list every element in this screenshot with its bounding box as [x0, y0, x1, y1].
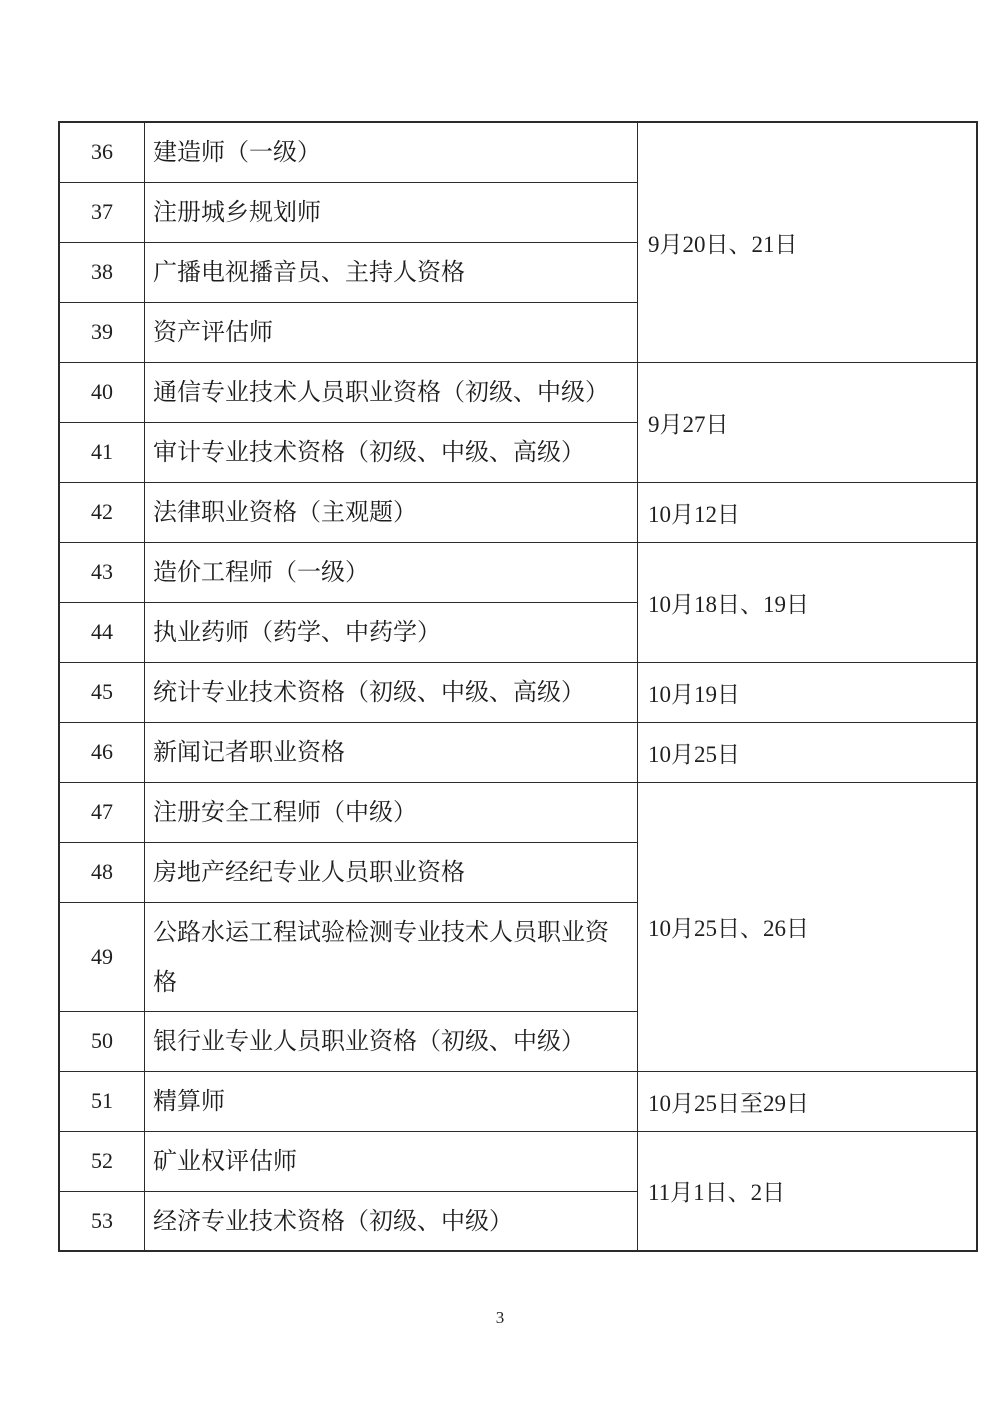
- exam-date-cell: 9月20日、21日: [638, 122, 978, 362]
- table-row: [59, 722, 977, 782]
- exam-number-cell: 51: [59, 1071, 145, 1131]
- exam-number-cell: 40: [59, 362, 145, 422]
- exam-number-cell: 42: [59, 482, 145, 542]
- exam-name-cell: 造价工程师（一级）: [145, 542, 638, 602]
- exam-name-cell: 广播电视播音员、主持人资格: [145, 242, 638, 302]
- exam-number-cell: 41: [59, 422, 145, 482]
- exam-number-cell: 48: [59, 842, 145, 902]
- exam-number-cell: 39: [59, 302, 145, 362]
- table-row: [59, 662, 977, 722]
- exam-name-cell: 建造师（一级）: [145, 122, 638, 182]
- exam-date-cell: 10月18日、19日: [638, 542, 978, 662]
- exam-number-cell: 52: [59, 1131, 145, 1191]
- table-row: [59, 482, 977, 542]
- exam-name-cell: 资产评估师: [145, 302, 638, 362]
- table-row: [59, 542, 977, 602]
- exam-name-cell: 通信专业技术人员职业资格（初级、中级）: [145, 362, 638, 422]
- exam-number-cell: 44: [59, 602, 145, 662]
- exam-name-cell: 公路水运工程试验检测专业技术人员职业资格: [145, 902, 638, 1011]
- table-row: [59, 122, 977, 182]
- exam-name-cell: 注册安全工程师（中级）: [145, 782, 638, 842]
- exam-number-cell: 45: [59, 662, 145, 722]
- exam-number-cell: 47: [59, 782, 145, 842]
- exam-name-cell: 法律职业资格（主观题）: [145, 482, 638, 542]
- exam-name-cell: 矿业权评估师: [145, 1131, 638, 1191]
- exam-name-cell: 房地产经纪专业人员职业资格: [145, 842, 638, 902]
- exam-name-cell: 注册城乡规划师: [145, 182, 638, 242]
- exam-number-cell: 36: [59, 122, 145, 182]
- exam-number-cell: 53: [59, 1191, 145, 1251]
- table-row: [59, 1131, 977, 1191]
- table-row: [59, 362, 977, 422]
- exam-date-cell: 10月25日: [638, 722, 978, 782]
- exam-date-cell: 10月25日至29日: [638, 1071, 978, 1131]
- exam-name-cell: 执业药师（药学、中药学）: [145, 602, 638, 662]
- exam-number-cell: 49: [59, 902, 145, 1011]
- exam-date-cell: 10月25日、26日: [638, 782, 978, 1071]
- exam-name-cell: 审计专业技术资格（初级、中级、高级）: [145, 422, 638, 482]
- exam-name-cell: 统计专业技术资格（初级、中级、高级）: [145, 662, 638, 722]
- exam-schedule-table: [58, 121, 978, 1252]
- exam-number-cell: 50: [59, 1011, 145, 1071]
- exam-number-cell: 43: [59, 542, 145, 602]
- page-number: 3: [495, 1308, 505, 1327]
- exam-name-cell: 新闻记者职业资格: [145, 722, 638, 782]
- table-row: [59, 1071, 977, 1131]
- exam-number-cell: 37: [59, 182, 145, 242]
- exam-schedule-table-body: [59, 122, 977, 1251]
- exam-number-cell: 46: [59, 722, 145, 782]
- exam-date-cell: 11月1日、2日: [638, 1131, 978, 1251]
- exam-name-cell: 经济专业技术资格（初级、中级）: [145, 1191, 638, 1251]
- exam-name-cell: 精算师: [145, 1071, 638, 1131]
- exam-date-cell: 10月19日: [638, 662, 978, 722]
- exam-date-cell: 10月12日: [638, 482, 978, 542]
- exam-name-cell: 银行业专业人员职业资格（初级、中级）: [145, 1011, 638, 1071]
- exam-number-cell: 38: [59, 242, 145, 302]
- exam-date-cell: 9月27日: [638, 362, 978, 482]
- table-row: [59, 782, 977, 842]
